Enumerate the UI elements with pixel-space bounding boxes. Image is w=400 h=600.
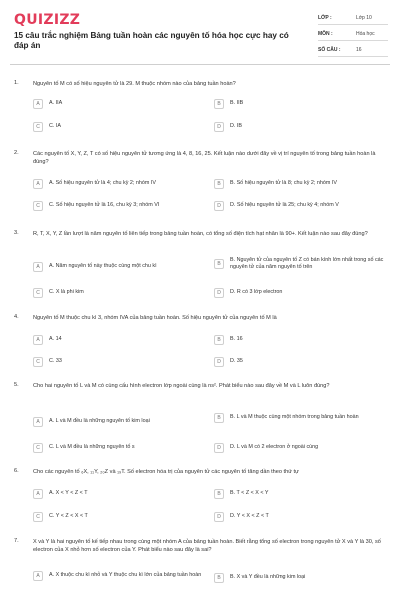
option-letter: B [214,99,224,109]
option-a[interactable] [33,261,209,272]
option-text: C. X là phi kim [49,289,84,295]
option-a[interactable] [33,98,209,109]
option-d[interactable] [214,287,390,298]
option-a[interactable] [33,334,209,345]
option-b[interactable] [214,178,390,189]
option-a[interactable] [33,570,209,581]
meta-key: MÔN : [318,31,333,37]
header-divider [10,64,390,65]
option-letter: D [214,288,224,298]
option-letter: A [33,99,43,109]
question-7 [14,538,388,596]
option-text: B. Nguyên tử của nguyên tố Z có bán kính lớn nhất trong số các nguyên tử của năm nguyên tố trên [230,257,384,270]
option-c[interactable] [33,442,209,453]
question-1 [14,80,388,132]
question-number: 5. [14,382,19,388]
option-d[interactable] [214,511,390,522]
option-b[interactable] [214,334,390,345]
option-b[interactable] [214,412,390,423]
option-text: B. X và Y đều là những kim loại [230,574,306,580]
option-c[interactable] [33,200,209,211]
meta-row-count [318,44,388,57]
option-a[interactable] [33,488,209,499]
option-c[interactable] [33,121,209,132]
question-number: 6. [14,468,19,474]
option-text: A. 14 [49,336,62,342]
meta-value: 16 [356,47,362,53]
option-letter: D [214,512,224,522]
option-text: B. L và M thuộc cùng một nhóm trong bảng tuần hoàn [230,414,359,420]
option-text: D. R có 3 lớp electron [230,289,283,295]
meta-row-class [318,12,388,25]
option-text: C. 33 [49,358,62,364]
option-c[interactable] [33,356,209,367]
option-c[interactable] [33,287,209,298]
option-b[interactable] [214,572,390,583]
option-letter: C [33,512,43,522]
question-2 [14,150,388,212]
option-text: C. L và M đều là những nguyên tố s [49,444,135,450]
option-c[interactable] [33,511,209,522]
option-text: A. Số hiệu nguyên tử là 4; chu kỳ 2; nhóm IV [49,180,156,186]
question-5 [14,382,388,454]
option-text: C. Số hiệu nguyên tử là 16, chu kỳ 3; nhóm VI [49,202,160,208]
option-letter: A [33,489,43,499]
question-6 [14,468,388,524]
option-b[interactable] [214,257,390,271]
option-d[interactable] [214,200,390,211]
option-a[interactable] [33,178,209,189]
question-text: Các nguyên tố X, Y, Z, T có số hiệu nguyên tử tương ứng là 4, 8, 16, 25. Kết luận nào dưới đây về vị trí nguyên tố trong bảng tuần hoàn là đúng? [33,151,376,165]
option-letter: C [33,357,43,367]
question-text: Cho các nguyên tố ₆X, ₁₁Y, ₂₀Z và ₁₉T. Số electron hóa trị của nguyên tử các nguyên tố tăng dần theo thứ tự [33,469,299,475]
option-letter: A [33,262,43,272]
option-text: B. 16 [230,336,243,342]
option-text: D. Y < X < Z < T [230,513,269,519]
meta-key: LỚP : [318,15,332,21]
question-4 [14,314,388,368]
option-letter: D [214,122,224,132]
option-text: D. L và M có 2 electron ở ngoài cùng [230,444,319,450]
option-text: A. Năm nguyên tố này thuộc cùng một chu kì [49,263,157,269]
question-3 [14,230,388,300]
option-letter: C [33,201,43,211]
option-letter: A [33,417,43,427]
question-text: R, T, X, Y, Z lần lượt là năm nguyên tố liên tiếp trong bảng tuần hoàn, có tổng số điện tích hạt nhân là 90+. Kết luận nào sau đây đúng? [33,231,368,237]
quizizz-logo: QUIZIZZ [14,12,81,28]
question-text: Nguyên tố M có số hiệu nguyên tử là 29. M thuộc nhóm nào của bảng tuần hoàn? [33,81,236,87]
option-letter: C [33,443,43,453]
option-text: B. Số hiệu nguyên tử là 8; chu kỳ 2; nhóm IV [230,180,337,186]
option-text: D. IB [230,123,242,129]
question-number: 2. [14,150,19,156]
option-letter: B [214,259,224,269]
meta-value: Hóa học [356,31,375,37]
option-text: A. L và M đều là những nguyên tố kim loại [49,418,150,424]
option-b[interactable] [214,98,390,109]
question-number: 1. [14,80,19,86]
option-letter: D [214,201,224,211]
question-text: Cho hai nguyên tố L và M có cùng cấu hình electron lớp ngoài cùng là ns². Phát biểu nào sau đây về M và L luôn đúng? [33,383,330,389]
meta-info [318,12,388,60]
option-text: C. IA [49,123,61,129]
question-text: X và Y là hai nguyên tố kế tiếp nhau trong cùng một nhóm A của bảng tuần hoàn. Biết rằng tổng số electron trong nguyên tử X và Y là 30, số electron của X nhỏ hơn số electron của Y. Phát biểu nào sau đây là sai? [33,539,381,553]
question-number: 3. [14,230,19,236]
option-text: C. Y < Z < X < T [49,513,88,519]
option-text: A. IIA [49,100,63,106]
option-text: B. IIB [230,100,244,106]
option-text: A. X < Y < Z < T [49,490,88,496]
meta-value: Lớp 10 [356,15,372,21]
option-d[interactable] [214,121,390,132]
meta-row-subject [318,28,388,41]
question-number: 7. [14,538,19,544]
option-letter: D [214,443,224,453]
option-letter: B [214,573,224,583]
option-letter: A [33,571,43,581]
option-text: B. T < Z < X < Y [230,490,269,496]
option-text: A. X thuộc chu kì nhỏ và Y thuộc chu kì lớn của bảng tuần hoàn [49,572,202,578]
option-letter: B [214,489,224,499]
option-letter: B [214,179,224,189]
document-title: 15 câu trắc nghiệm Bảng tuần hoàn các nguyên tố hóa học cực hay có đáp án [14,31,289,50]
option-text: D. 35 [230,358,243,364]
document-header [0,0,400,62]
option-letter: B [214,335,224,345]
option-b[interactable] [214,488,390,499]
option-a[interactable] [33,416,209,427]
option-text: D. Số hiệu nguyên tử là 25; chu kỳ 4; nhóm V [230,202,339,208]
option-letter: C [33,122,43,132]
meta-key: SỐ CÂU : [318,47,341,53]
option-letter: D [214,357,224,367]
option-letter: B [214,413,224,423]
option-letter: A [33,179,43,189]
option-letter: C [33,288,43,298]
option-letter: A [33,335,43,345]
option-d[interactable] [214,356,390,367]
question-text: Nguyên tố M thuộc chu kì 3, nhóm IVA của bảng tuần hoàn. Số hiệu nguyên tử của nguyên tố M là [33,315,277,321]
question-number: 4. [14,314,19,320]
option-d[interactable] [214,442,390,453]
